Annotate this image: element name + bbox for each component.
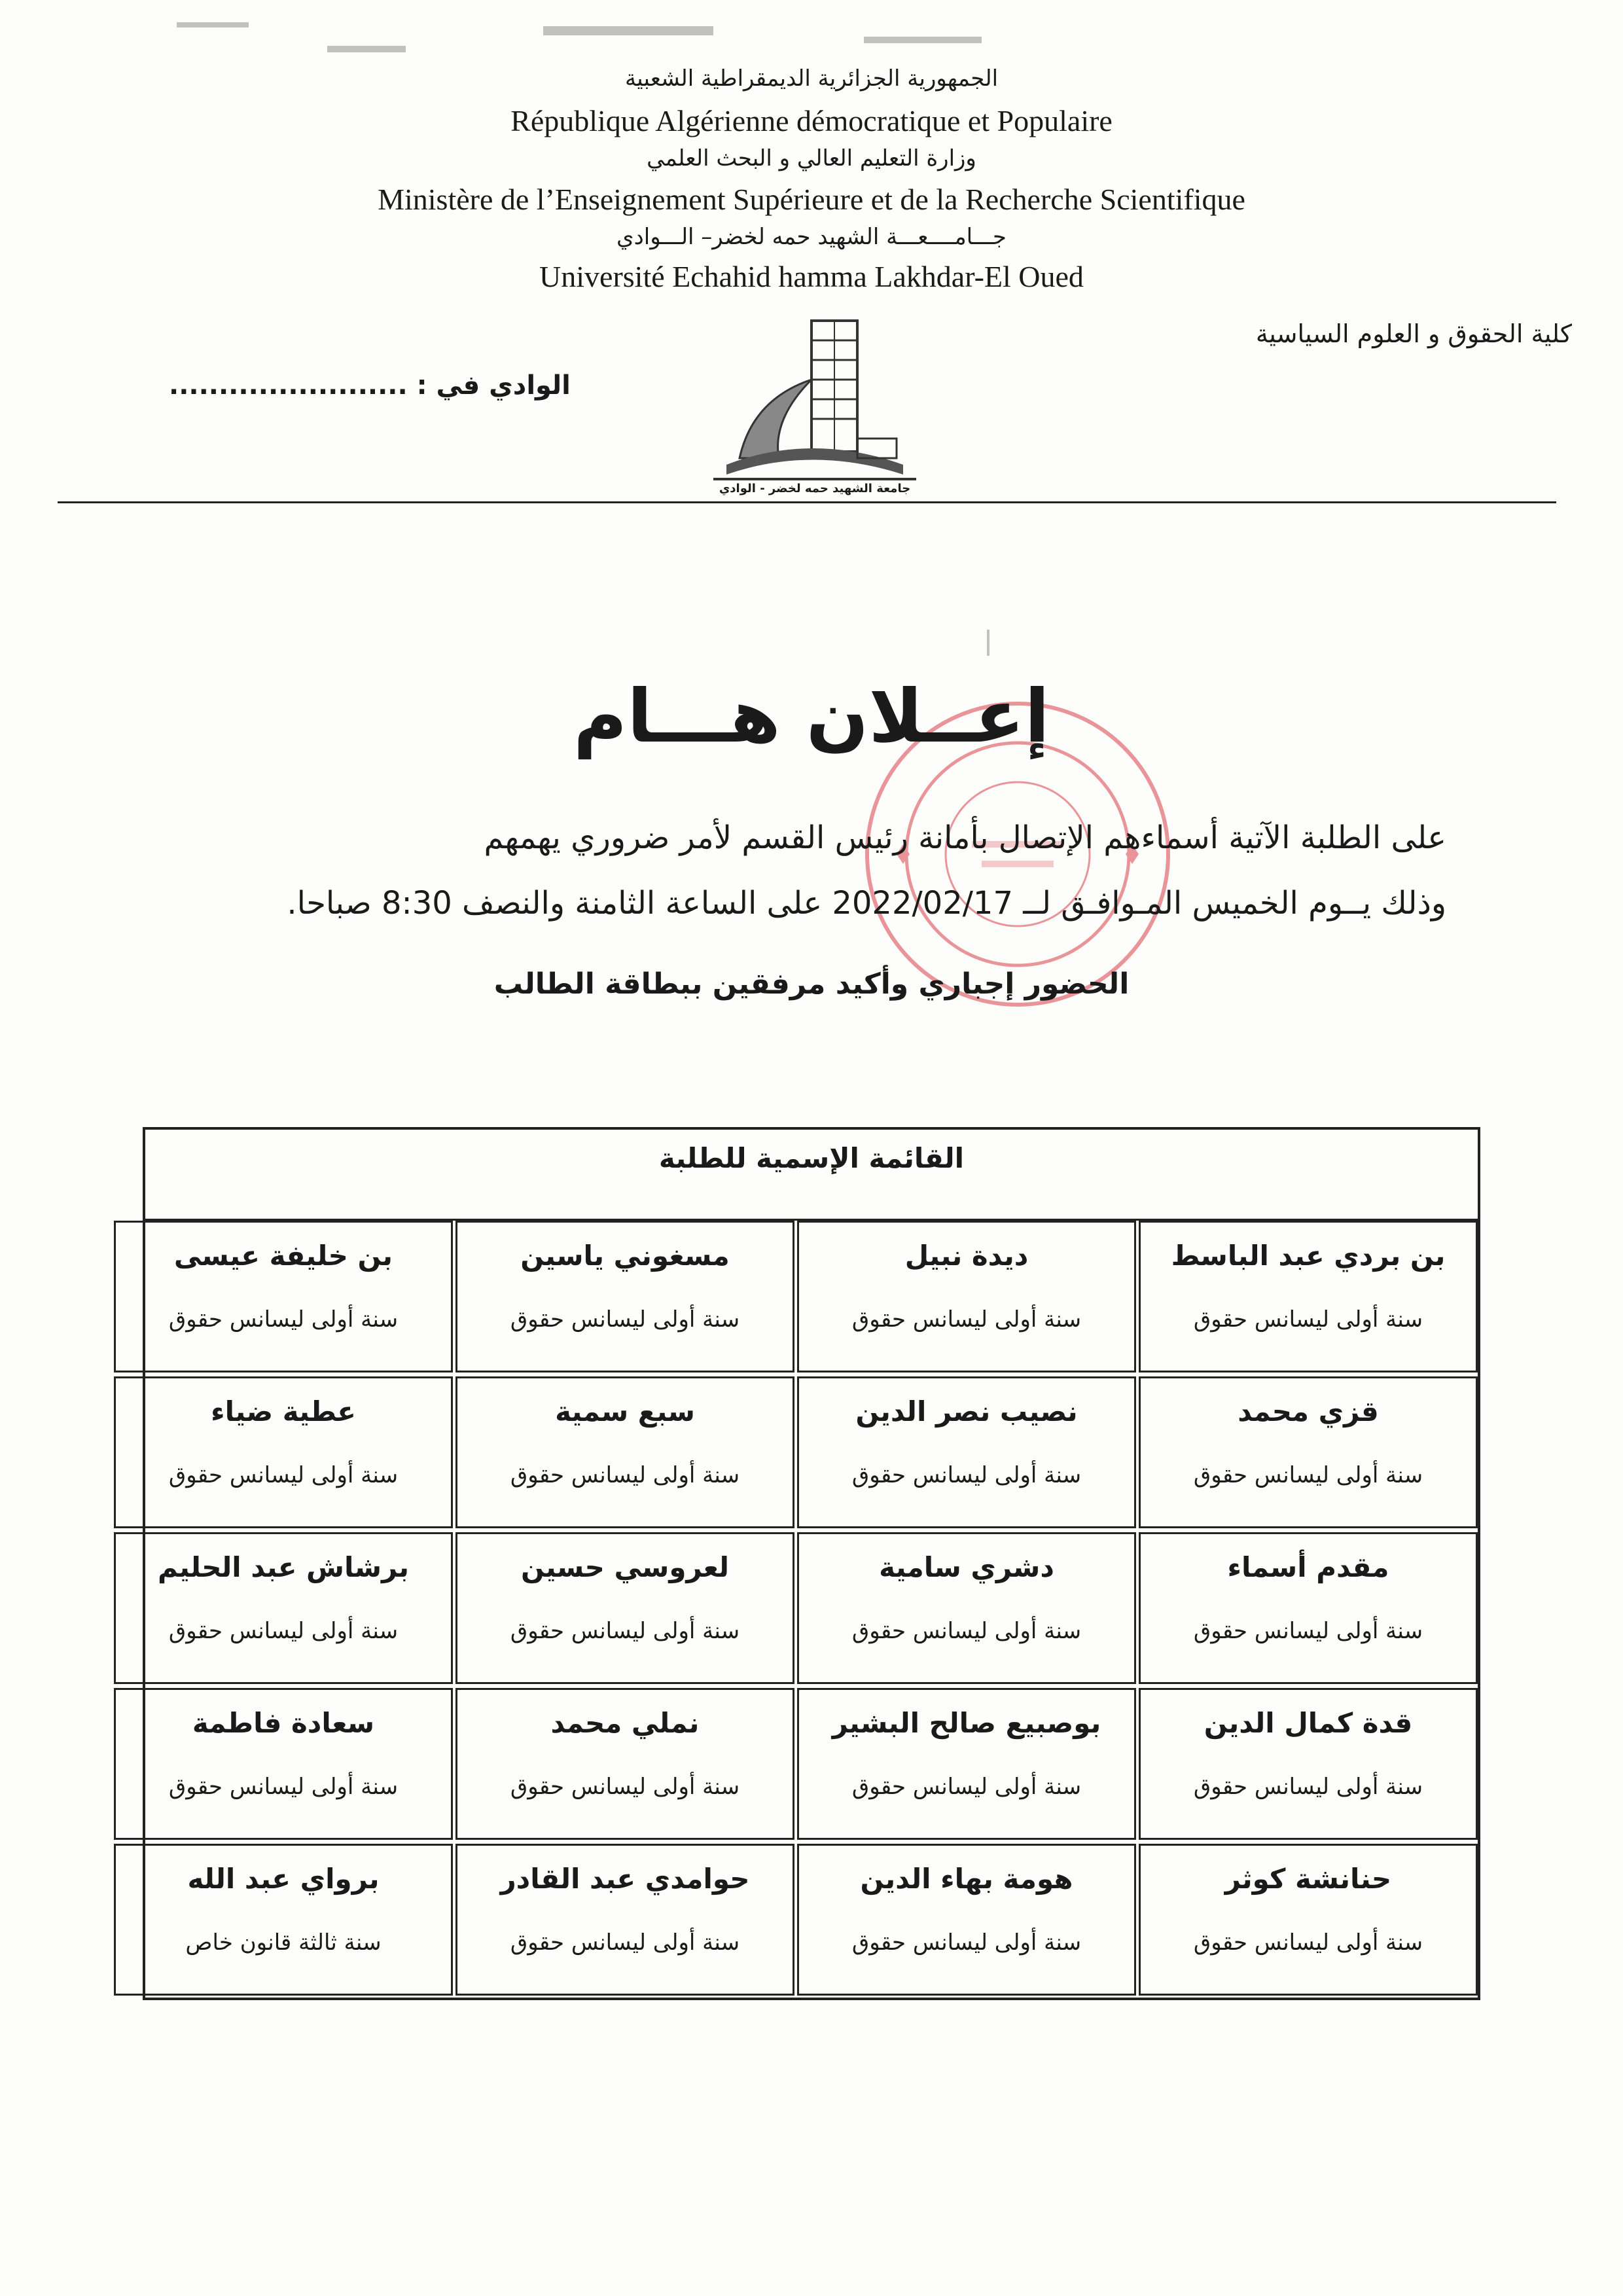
student-name: مسغوني ياسين	[520, 1240, 730, 1272]
table-title: القائمة الإسمية للطلبة	[658, 1142, 965, 1174]
scan-speck	[543, 26, 713, 35]
student-cell	[455, 1532, 794, 1684]
student-name: لعروسي حسين	[520, 1551, 730, 1583]
student-cell	[455, 1688, 794, 1840]
student-level: سنة أولى ليسانس حقوق	[510, 1618, 740, 1644]
student-cell	[114, 1532, 453, 1684]
student-cell	[797, 1844, 1136, 1996]
student-level: سنة أولى ليسانس حقوق	[510, 1929, 740, 1956]
student-cell	[797, 1376, 1136, 1528]
student-level: سنة أولى ليسانس حقوق	[510, 1462, 740, 1488]
student-level: سنة أولى ليسانس حقوق	[851, 1774, 1082, 1800]
header-ar-republic: الجمهورية الجزائرية الديمقراطية الشعبية	[624, 65, 999, 92]
student-name: نملي محمد	[550, 1707, 700, 1739]
announcement-paragraph-1: على الطلبة الآتية أسماءهم الإتصال بأمانة رئيس القسم لأمر ضروري يهمهم	[484, 819, 1446, 856]
student-level: سنة أولى ليسانس حقوق	[510, 1774, 740, 1800]
student-cell	[1139, 1221, 1478, 1372]
student-name: قدة كمال الدين	[1204, 1707, 1413, 1739]
header-fr-republic: République Algérienne démocratique et Populaire	[510, 104, 1113, 137]
student-cell	[455, 1844, 794, 1996]
student-cell	[797, 1532, 1136, 1684]
student-name: حنانشة كوثر	[1224, 1863, 1392, 1895]
student-name: سبع سمية	[555, 1395, 695, 1427]
student-level: سنة أولى ليسانس حقوق	[851, 1462, 1082, 1488]
student-level: سنة أولى ليسانس حقوق	[1193, 1618, 1423, 1644]
student-cell	[1139, 1844, 1478, 1996]
header-divider	[58, 501, 1556, 503]
scan-speck	[987, 630, 990, 656]
student-level: سنة أولى ليسانس حقوق	[1193, 1774, 1423, 1800]
student-name: هومة بهاء الدين	[860, 1863, 1073, 1895]
student-name: قزي محمد	[1238, 1395, 1379, 1427]
header-ar-ministry: وزارة التعليم العالي و البحث العلمي	[647, 145, 976, 171]
date-line	[169, 370, 571, 401]
logo-caption: جامعة الشهيد حمه لخضر - الوادي	[719, 482, 911, 495]
student-name: مقدم أسماء	[1227, 1551, 1389, 1583]
student-name: نصيب نصر الدين	[855, 1395, 1078, 1427]
student-name: بوصبيع صالح البشير	[832, 1707, 1101, 1739]
student-level: سنة ثالثة قانون خاص	[185, 1929, 382, 1956]
student-name: ديدة نبيل	[904, 1240, 1029, 1272]
student-level: سنة أولى ليسانس حقوق	[1193, 1929, 1423, 1956]
student-level: سنة أولى ليسانس حقوق	[851, 1306, 1082, 1333]
student-level: سنة أولى ليسانس حقوق	[851, 1618, 1082, 1644]
student-cell	[1139, 1688, 1478, 1840]
student-level: سنة أولى ليسانس حقوق	[168, 1306, 399, 1333]
student-cell	[797, 1688, 1136, 1840]
date-label: الوادي في :	[416, 370, 571, 401]
header-fr-university: Université Echahid hamma Lakhdar-El Oued	[539, 260, 1084, 293]
student-name: برشاش عبد الحليم	[158, 1551, 409, 1583]
university-logo-icon	[713, 308, 916, 504]
student-level: سنة أولى ليسانس حقوق	[851, 1929, 1082, 1956]
student-cell	[114, 1376, 453, 1528]
student-level: سنة أولى ليسانس حقوق	[168, 1462, 399, 1488]
scan-speck	[177, 22, 249, 27]
student-level: سنة أولى ليسانس حقوق	[168, 1618, 399, 1644]
student-level: سنة أولى ليسانس حقوق	[168, 1774, 399, 1800]
student-cell	[455, 1376, 794, 1528]
student-name: سعادة فاطمة	[192, 1707, 375, 1739]
student-name: بن خليفة عيسى	[173, 1240, 393, 1272]
student-name: عطية ضياء	[211, 1395, 356, 1427]
student-level: سنة أولى ليسانس حقوق	[1193, 1306, 1423, 1333]
faculty-name: كلية الحقوق و العلوم السياسية	[1255, 319, 1572, 348]
header-fr-ministry: Ministère de l’Enseignement Supérieure et de la Recherche Scientifique	[378, 183, 1245, 216]
attendance-note: الحضور إجباري وأكيد مرفقين ببطاقة الطالب	[493, 967, 1130, 1001]
student-name: حوامدي عبد القادر	[500, 1863, 750, 1895]
announcement-title: إعــلان هـــام	[573, 674, 1050, 759]
student-cell	[114, 1221, 453, 1372]
student-name: بن بردي عبد الباسط	[1171, 1240, 1446, 1272]
student-name: برواي عبد الله	[187, 1863, 380, 1895]
header-ar-university: جـــامــــعـــة الشهيد حمه لخضر– الـــوادي	[616, 224, 1007, 250]
student-cell	[455, 1221, 794, 1372]
student-cell	[797, 1221, 1136, 1372]
date-dots: ........................	[169, 370, 408, 401]
student-name: دشري سامية	[879, 1551, 1054, 1583]
student-level: سنة أولى ليسانس حقوق	[510, 1306, 740, 1333]
scan-speck	[327, 46, 406, 52]
announcement-paragraph-2: وذلك يــوم الخميس المـوافـق لــ 2022/02/17 على الساعة الثامنة والنصف 8:30 صباحا.	[287, 885, 1446, 922]
scan-speck	[864, 37, 982, 43]
student-cell	[114, 1844, 453, 1996]
student-cell	[114, 1688, 453, 1840]
student-cell	[1139, 1376, 1478, 1528]
student-cell	[1139, 1532, 1478, 1684]
student-level: سنة أولى ليسانس حقوق	[1193, 1462, 1423, 1488]
